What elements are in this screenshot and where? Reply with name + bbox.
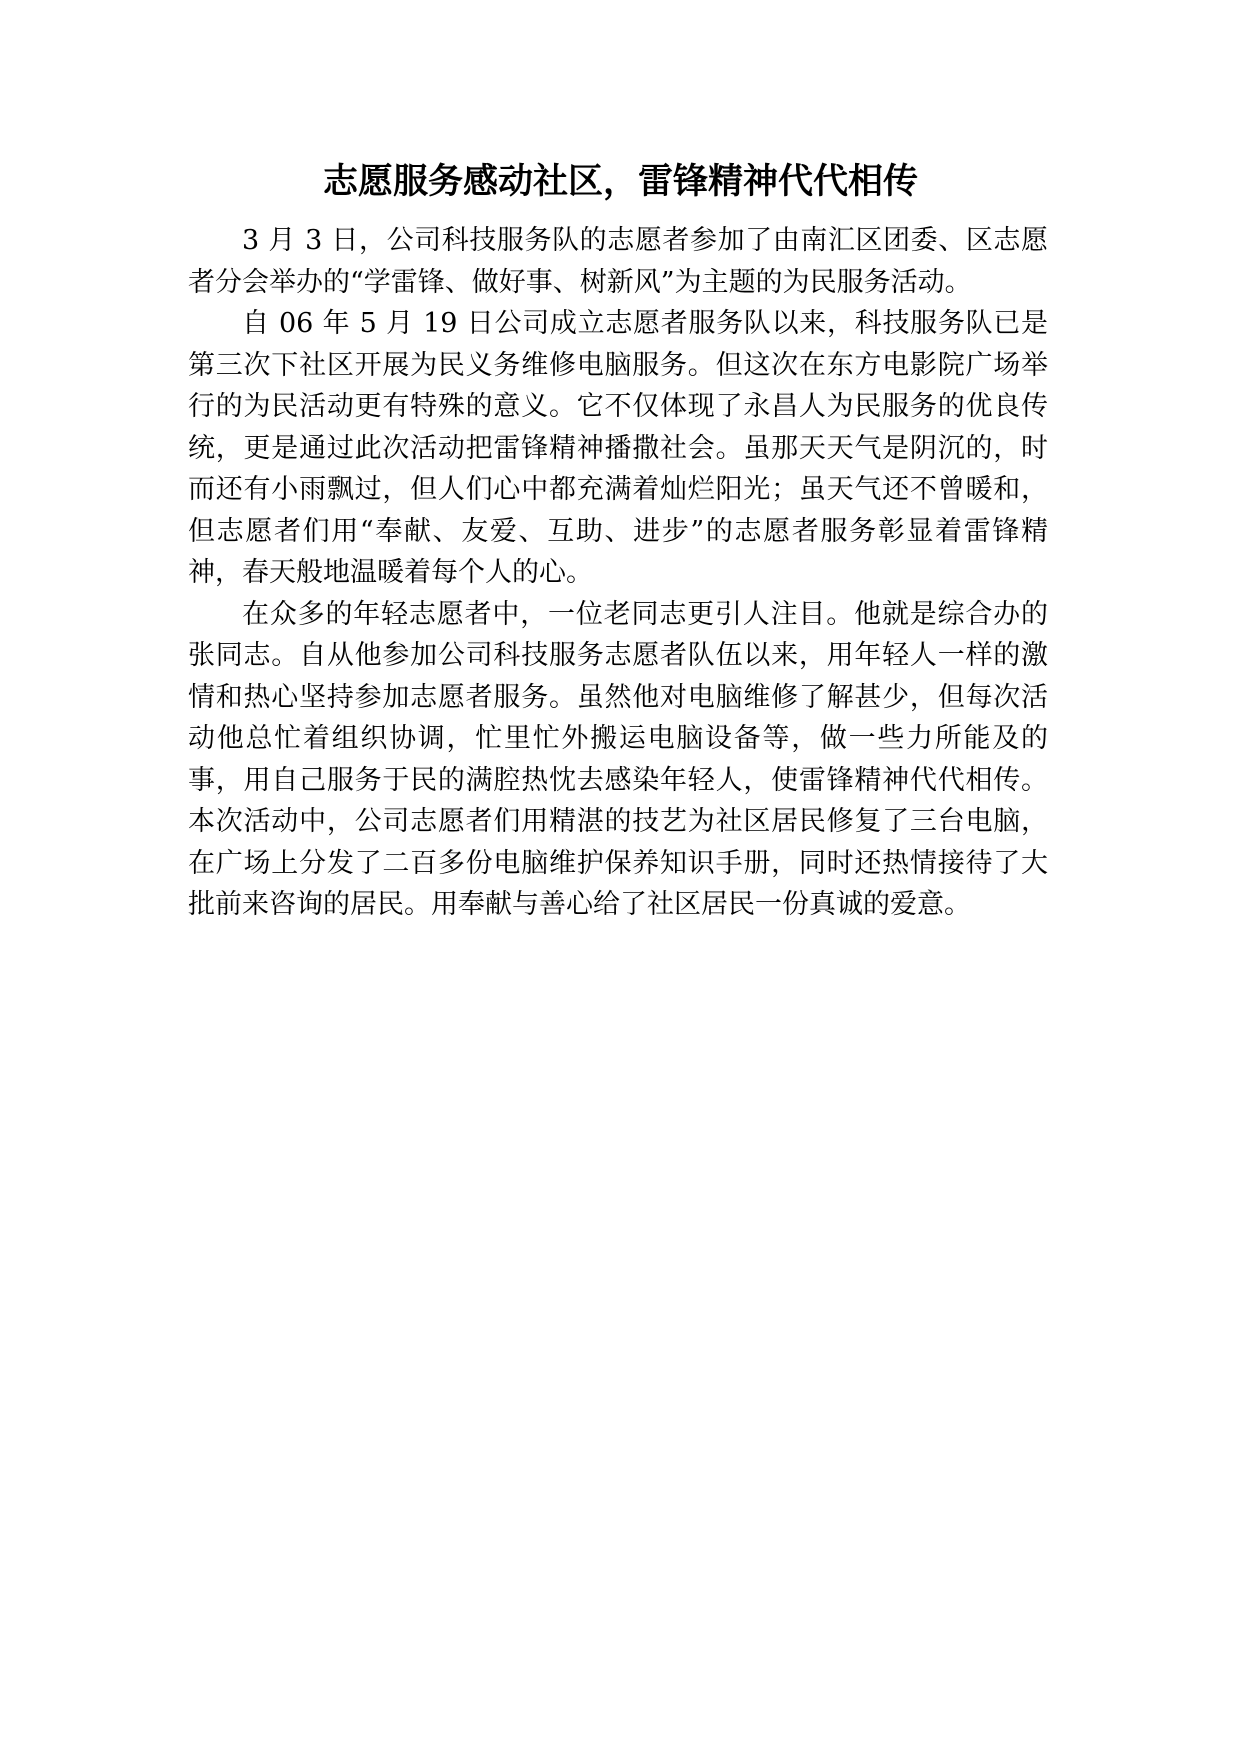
paragraph-2: 自 06 年 5 月 19 日公司成立志愿者服务队以来，科技服务队已是第三次下社区开展为民义务维修电脑服务。但这次在东方电影院广场举行的为民活动更有特殊的意义。它不仅体现了永昌人为民服务的优良传统，更是通过此次活动把雷锋精神播撒社会。虽那天天气是阴沉的，时而还有小雨飘过，但人们心中都充满着灿烂阳光；虽天气还不曾暖和，但志愿者们用“奉献、友爱、互助、进步”的志愿者服务彰显着雷锋精神，春天般地温暖着每个人的心。 <box>188 308 1048 588</box>
document-title: 志愿服务感动社区，雷锋精神代代相传 <box>322 162 918 202</box>
paragraph-1: 3 月 3 日，公司科技服务队的志愿者参加了由南汇区团委、区志愿者分会举办的“学雷锋、做好事、树新风”为主题的为民服务活动。 <box>188 225 1048 298</box>
paragraph-3: 在众多的年轻志愿者中，一位老同志更引人注目。他就是综合办的张同志。自从他参加公司科技服务志愿者队伍以来，用年轻人一样的激情和热心坚持参加志愿者服务。虽然他对电脑维修了解甚少，但每次活动他总忙着组织协调，忙里忙外搬运电脑设备等，做一些力所能及的事，用自己服务于民的满腔热忱去感染年轻人，使雷锋精神代代相传。本次活动中，公司志愿者们用精湛的技艺为社区居民修复了三台电脑，在广场上分发了二百多份电脑维护保养知识手册，同时还热情接待了大批前来咨询的居民。用奉献与善心给了社区居民一份真诚的爱意。 <box>188 598 1048 920</box>
document-body <box>188 220 1048 926</box>
